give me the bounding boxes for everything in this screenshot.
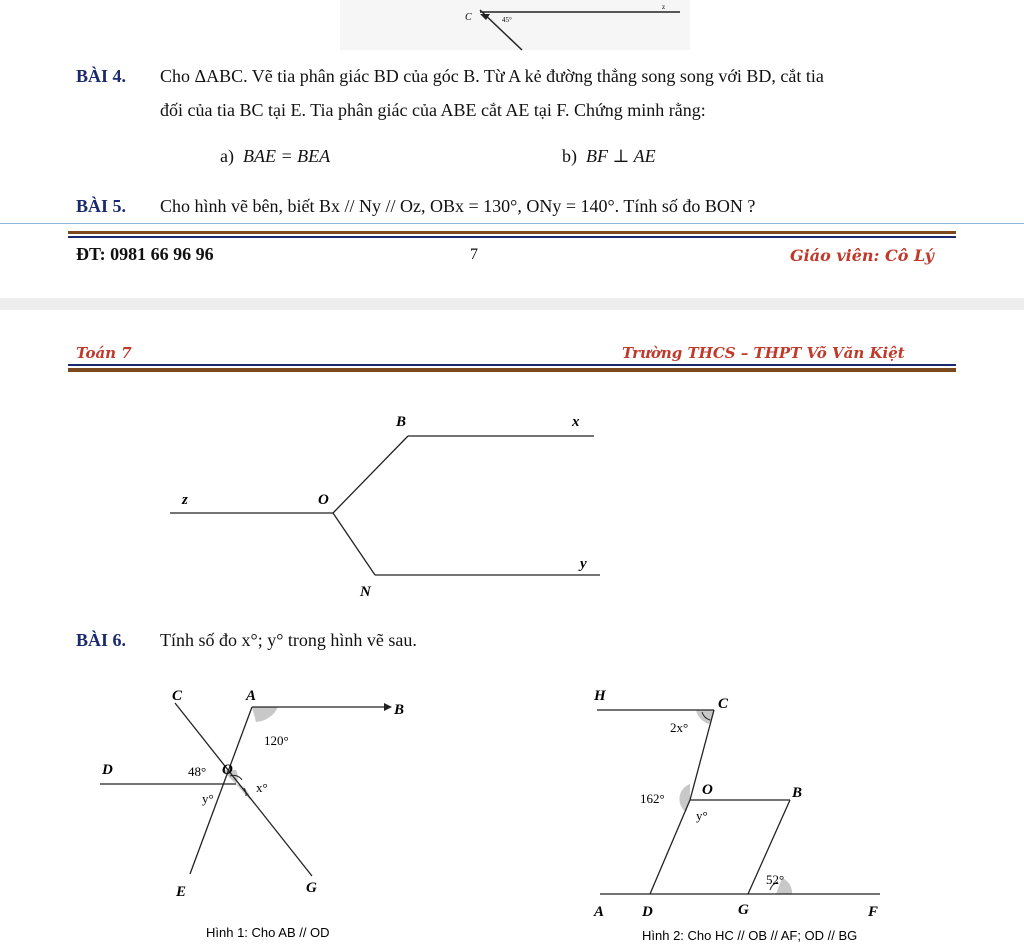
fig1-label-d: D <box>102 762 113 778</box>
part-a-label: a) <box>220 146 234 166</box>
fig1-angle-x: x° <box>256 780 268 795</box>
fig2-label-c: C <box>718 696 729 712</box>
fig1-label-a: A <box>246 688 257 704</box>
bai4-line1: Cho ΔABC. Vẽ tia phân giác BD của góc B. Từ A kẻ đường thẳng song song với BD, cắt tia <box>160 66 824 86</box>
fragment-dot-label: z <box>662 3 666 11</box>
fig2-caption: Hình 2: Cho HC // OB // AF; OD // BG <box>642 928 858 943</box>
fig2-label-g: G <box>738 902 749 918</box>
bai4-line2: đối của tia BC tại E. Tia phân giác của ABE cắt AE tại F. Chứng minh rằng: <box>160 100 706 120</box>
fig2-angle-162: 162° <box>640 791 665 806</box>
footer-teacher: Giáo viên: Cô Lý <box>790 246 934 265</box>
fig1-label-e: E <box>176 884 187 900</box>
fig2-label-b: B <box>792 785 803 801</box>
fig2-segment-od <box>650 800 690 894</box>
bai5-text: Cho hình vẽ bên, biết Bx // Ny // Oz, OBx = 130°, ONy = 140°. Tính số đo BON ? <box>160 196 756 216</box>
fig1-label-c: C <box>172 688 183 704</box>
fig5-label-y: y <box>580 556 587 572</box>
part-b-label: b) <box>562 146 577 166</box>
bai6-text: Tính số đo x°; y° trong hình vẽ sau. <box>160 630 417 650</box>
fig2-angle-52: 52° <box>766 872 785 887</box>
fig1-angle-120: 120° <box>264 733 289 748</box>
part-a-text: BAE = BEA <box>242 146 331 166</box>
fig1-label-o: O <box>222 762 233 778</box>
fig2-label-h: H <box>594 688 606 704</box>
part-b-text: BF ⊥ AE <box>586 146 656 166</box>
footer-page-number: 7 <box>470 246 478 263</box>
fig1-label-g: G <box>306 880 317 896</box>
fig2-angle-y: y° <box>696 808 708 823</box>
bai4-label: BÀI 4. <box>76 66 127 86</box>
fig1-angle-y: y° <box>202 791 214 806</box>
fragment-label-c: C <box>465 12 472 23</box>
fig2-angle-2x: 2x° <box>670 720 689 735</box>
fig1-angle-48: 48° <box>188 764 207 779</box>
footer-phone: ĐT: 0981 66 96 96 <box>76 244 214 264</box>
fig2-label-d: D <box>642 904 653 920</box>
fig1-label-b: B <box>394 702 405 718</box>
fig2-label-f: F <box>868 904 879 920</box>
fig5-label-n: N <box>360 584 371 600</box>
bai6-label: BÀI 6. <box>76 630 127 650</box>
fig5-label-z: z <box>182 492 188 508</box>
header-subject: Toán 7 <box>76 344 132 362</box>
fig2-label-o: O <box>702 782 713 798</box>
fig5-label-o: O <box>318 492 329 508</box>
fig5-label-b: B <box>396 414 407 430</box>
bai5-label: BÀI 5. <box>76 196 127 216</box>
header-school: Trường THCS – THPT Võ Văn Kiệt <box>622 344 905 362</box>
fig5-label-x: x <box>572 414 580 430</box>
fig2-angle-162-fill <box>679 784 690 812</box>
fig2-label-a: A <box>594 904 605 920</box>
fragment-angle: 45° <box>502 16 512 24</box>
fig1-caption: Hình 1: Cho AB // OD <box>206 925 330 940</box>
